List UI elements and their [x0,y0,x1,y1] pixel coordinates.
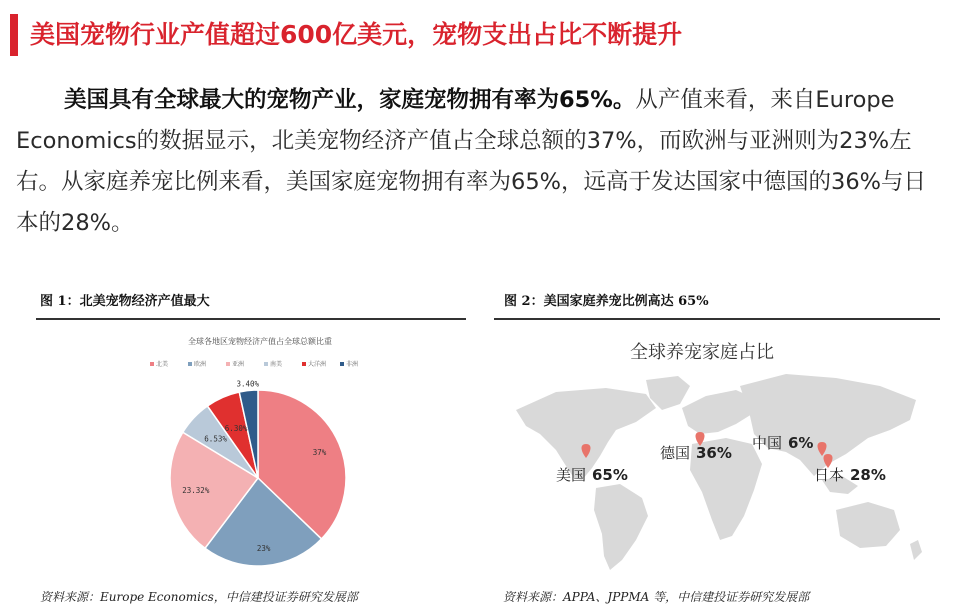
body-paragraph [16,80,946,244]
figure1-source: 资料来源：Europe Economics，中信建投证券研究发展部 [40,590,358,604]
continent-south-america [594,484,648,570]
map-label-value: 28% [850,466,886,484]
paragraph-lead: 美国具有全球最大的宠物产业，家庭宠物拥有率为65%。 [64,87,636,113]
chart-legend [150,360,358,368]
legend-label: 亚洲 [232,361,245,368]
figure1-heading: 图 1：北美宠物经济产值最大 [40,294,210,309]
legend-label: 非洲 [346,361,359,368]
map-label-value: 65% [592,466,628,484]
page-title: 美国宠物行业产值超过600亿美元，宠物支出占比不断提升 [30,20,683,49]
map-label-value: 36% [696,444,732,462]
map-title: 全球养宠家庭占比 [630,342,774,363]
pie-data-label: 37% [312,447,327,457]
pie-data-label: 23% [256,544,271,554]
pie-data-label: 6.53% [204,434,227,444]
legend-label: 大洋洲 [308,361,327,368]
pie-chart [100,330,430,580]
figure2-source: 资料来源：APPA、JPPMA 等，中信建投证券研究发展部 [503,590,810,604]
chart-title: 全球各地区宠物经济产值占全球总额比重 [188,337,332,346]
legend-label: 南美 [270,361,283,368]
continent-new-zealand [910,540,922,560]
map-label-value: 6% [788,434,814,452]
pie-data-label: 23.32% [182,485,210,495]
figure2-rule [494,318,940,320]
legend-swatch [340,362,344,366]
legend-swatch [150,362,154,366]
legend-label: 欧洲 [194,361,207,368]
map-label-country: 日本 [814,466,845,484]
legend-swatch [188,362,192,366]
map-label-country: 中国 [752,434,783,452]
pie-data-label: 3.40% [236,379,260,389]
legend-label: 北美 [156,361,169,368]
legend-swatch [302,362,306,366]
figure1-rule [36,318,466,320]
figure2-heading: 图 2：美国家庭养宠比例高达 65% [504,294,709,309]
map-label-country: 德国 [660,444,691,462]
map-label-country: 美国 [556,466,587,484]
title-accent-bar [10,14,18,56]
continent-australia [836,502,900,548]
world-map [496,330,940,578]
legend-swatch [264,362,268,366]
paragraph-body: 从产值来看，来自Europe Economics的数据显示，北美宠物经济产值占全球总额的37%，而欧洲与亚洲则为23%左右。从家庭养宠比例来看，美国家庭宠物拥有率为65%，远高于发达国家中德国的36%与日本的28%。 [16,87,927,236]
pie-slices [170,390,346,566]
pie-data-label: 6.30% [224,424,248,433]
legend-swatch [226,362,230,366]
